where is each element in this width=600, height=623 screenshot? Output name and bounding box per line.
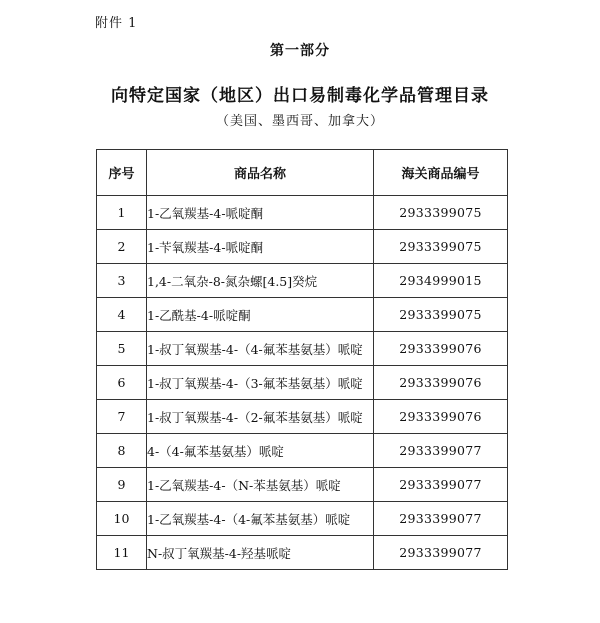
row-number-cell: 7: [97, 400, 147, 434]
row-number-cell: 9: [97, 468, 147, 502]
product-name-cell: 1-乙氧羰基-4-（N-苯基氨基）哌啶: [147, 468, 374, 502]
part-heading: 第一部分: [270, 43, 330, 59]
table-row: [97, 332, 508, 366]
product-name-cell: 1-叔丁氧羰基-4-（4-氟苯基氨基）哌啶: [147, 332, 374, 366]
customs-code-cell: 2933399077: [374, 434, 508, 468]
product-name-cell: 1,4-二氧杂-8-氮杂螺[4.5]癸烷: [147, 264, 374, 298]
row-number-cell: 3: [97, 264, 147, 298]
column-header-number: 序号: [97, 150, 147, 196]
product-name-cell: 1-乙酰基-4-哌啶酮: [147, 298, 374, 332]
table-row: [97, 400, 508, 434]
table-row: [97, 468, 508, 502]
table-row: [97, 230, 508, 264]
row-number-cell: 8: [97, 434, 147, 468]
product-name-cell: 1-乙氧羰基-4-哌啶酮: [147, 196, 374, 230]
customs-code-cell: 2933399077: [374, 502, 508, 536]
customs-code-cell: 2933399076: [374, 366, 508, 400]
table-row: [97, 536, 508, 570]
customs-code-cell: 2933399076: [374, 400, 508, 434]
row-number-cell: 11: [97, 536, 147, 570]
product-name-cell: 1-叔丁氧羰基-4-（2-氟苯基氨基）哌啶: [147, 400, 374, 434]
product-name-cell: 4-（4-氟苯基氨基）哌啶: [147, 434, 374, 468]
chemicals-catalog-table: [96, 149, 508, 570]
table-body: [97, 196, 508, 570]
product-name-cell: N-叔丁氧羰基-4-羟基哌啶: [147, 536, 374, 570]
row-number-cell: 10: [97, 502, 147, 536]
column-header-product-name: 商品名称: [147, 150, 374, 196]
customs-code-cell: 2933399075: [374, 298, 508, 332]
table-row: [97, 434, 508, 468]
product-name-cell: 1-叔丁氧羰基-4-（3-氟苯基氨基）哌啶: [147, 366, 374, 400]
row-number-cell: 4: [97, 298, 147, 332]
row-number-cell: 2: [97, 230, 147, 264]
column-header-customs-code: 海关商品编号: [374, 150, 508, 196]
product-name-cell: 1-苄氧羰基-4-哌啶酮: [147, 230, 374, 264]
customs-code-cell: 2933399076: [374, 332, 508, 366]
customs-code-cell: 2934999015: [374, 264, 508, 298]
table-row: [97, 196, 508, 230]
row-number-cell: 5: [97, 332, 147, 366]
table-row: [97, 264, 508, 298]
document-title: 向特定国家（地区）出口易制毒化学品管理目录: [111, 86, 489, 106]
table-row: [97, 298, 508, 332]
row-number-cell: 6: [97, 366, 147, 400]
customs-code-cell: 2933399077: [374, 536, 508, 570]
table-header-row: [97, 150, 508, 196]
customs-code-cell: 2933399075: [374, 230, 508, 264]
customs-code-cell: 2933399075: [374, 196, 508, 230]
attachment-label: 附件 1: [95, 16, 138, 31]
document-subtitle: （美国、墨西哥、加拿大）: [215, 114, 384, 129]
row-number-cell: 1: [97, 196, 147, 230]
product-name-cell: 1-乙氧羰基-4-（4-氟苯基氨基）哌啶: [147, 502, 374, 536]
table-row: [97, 502, 508, 536]
customs-code-cell: 2933399077: [374, 468, 508, 502]
table-row: [97, 366, 508, 400]
